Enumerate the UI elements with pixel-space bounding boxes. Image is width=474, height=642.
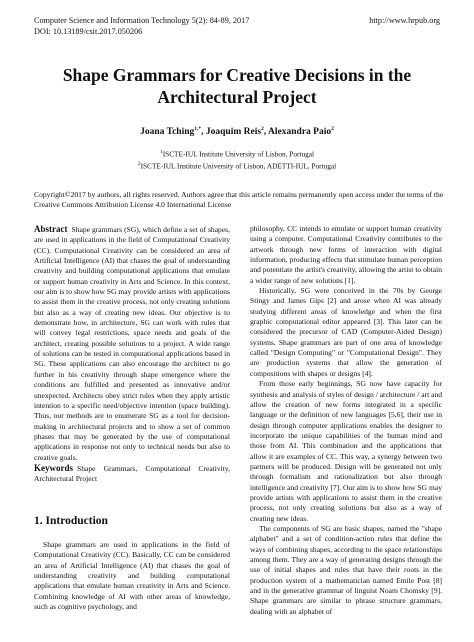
keywords [34,463,230,485]
title-line-1: Shape Grammars for Creative Decisions in the [62,65,412,85]
body-paragraph: From those early beginnings, SG now have capacity for synthesis and analysis of styles of design / architecture / art and allow the creation of new forms integrated in a specific language or the definition of new languages [5,6], their use in design through computer applications enables the designer to incorporate the unique capabilities of the human mind and those from AI. This combination and the applications that allow it are examples of CC. This way, a synergy between two partners will be produced. Design will be generated not only through formalism and rationalization but also through intelligence and creativity [7]. Our aim is to show how SG may provide artists with applications to assist them in the creative process, not only creating solutions but also as a way of creating new ideas. [250,379,442,523]
intro-column [34,540,230,612]
abstract-text: Shape grammars (SG), which define a set of shapes, are used in applications in the field of Computational Creativity (CC). Computational Creativity can be considered an area of Artificial Intelligence (AI) that chases the goal of understanding creativity and building computational applications that emulate or support human creativity in Arts and Science. In this context, our aim is to show how SG may provide artists with applications to assist them in the creative process, not only creating solutions but also as a way of creating new ideas. Our objective is to demonstrate how, in architecture, SG can work with rules that will convey legal restrictions, space needs and goals of the architect, creating possible solutions to a project. A wide range of solutions can be tested in computational applications based in SG. These applications can also encourage the architect to go further in his creativity through shape emergence where the conditions are fulfilled and presented as innovative and/or unexpected. Architects obey strict rules when they apply artistic intention to a specific need/objective intention (space building). Thus, our methods are to enumerate SG as a tool for decision-making in architectural projects and to show a set of common phases that may be generated by the use of computational applications in response not only to technical needs but also to creative goals. [34,225,230,462]
section-heading: 1. Introduction [34,515,108,527]
affiliation [0,147,474,159]
keywords-label: Keywords [34,462,73,473]
journal-citation: Computer Science and Information Technology 5(2): 84-89, 2017 [34,16,250,25]
copyright-notice: Copyright©2017 by authors, all rights reserved. Authors agree that this article remains permanently open access under the terms of the Creative Commons Attribution License 4.0 International License [34,190,444,209]
affiliation [0,159,474,171]
intro-paragraph: Shape grammars are used in applications in the field of Computational Creativity (CC). Basically, CC can be considered an area of Artificial Intelligence (AI) that chases the goal of understanding creativity and building computational applications that emulate human creativity in Arts and Science. Combining knowledge of AI with other areas of knowledge, such as cognitive psychology, and [34,540,230,612]
journal-url[interactable]: http://www.hrpub.org [369,16,440,25]
body-paragraph: philosophy, CC intends to emulate or support human creativity using a computer. Computational Creativity contributes to the artwork through new forms of interaction with digital information, producing effects that stimulate human perception and potentiate the artist's creativity, allowing the artist to obtain a wider range of new solutions [1]. [250,224,442,285]
affiliation-superscript: 1 [159,149,163,155]
affiliation-superscript: 2 [137,161,141,168]
author-superscript: 2 [331,126,334,132]
left-column [34,224,230,485]
body-paragraph: Historically, SG were conceived in the 70s by George Stingy and James Gips [2] and arose when AI was already studying different areas of knowledge and when the first graphic computational editor appeared [3]. This later can be considered the precursor of CAD (Computer-Aided Design) systems. Shape grammars are part of one area of knowledge called "Design Computing" or "Computational Design". They are production systems that allow the generation of compositions with shapes or designs [4]. [250,286,442,378]
author-list [0,126,474,137]
affiliation-text: ISCTE-IUL Institute University of Lisbon, Portugal [162,149,315,159]
abstract-label: Abstract [34,224,68,234]
author-superscript: 2 [261,126,264,132]
journal-header [34,16,249,37]
body-paragraph: The components of SG are basic shapes, named the "shape alphabet" and a set of condition-action rules that define the ways of combining shapes, according to the space relationships among them. They are a way of generating designs through the use of initial shapes and rules that have their roots in the production system of a mathematician named Emile Post [8] and in the generative grammar of linguist Noam Chomsky [9]. Shape grammars are similar to phrase structure grammars, dealing with an alphabet of [250,523,442,616]
title-line-2: Architectural Project [157,87,317,107]
affiliations [0,147,474,172]
paper-title [0,64,474,108]
abstract [34,224,230,463]
author-name: , Joaquim Reis [201,127,262,138]
affiliation-text: ISCTE-IUL Institute University of Lisbon, ADETTI-IUL, Portugal [140,161,337,171]
doi: DOI: 10.13189/csit.2017.050206 [34,26,143,36]
author-name: , Alexandra Paio [263,127,332,138]
keywords-text: Shape Grammars, Computational Creativity, Architectural Project [34,463,230,484]
author-name: Joana Tching [140,127,195,138]
author-superscript: 1,* [194,126,202,132]
right-column [250,224,442,617]
